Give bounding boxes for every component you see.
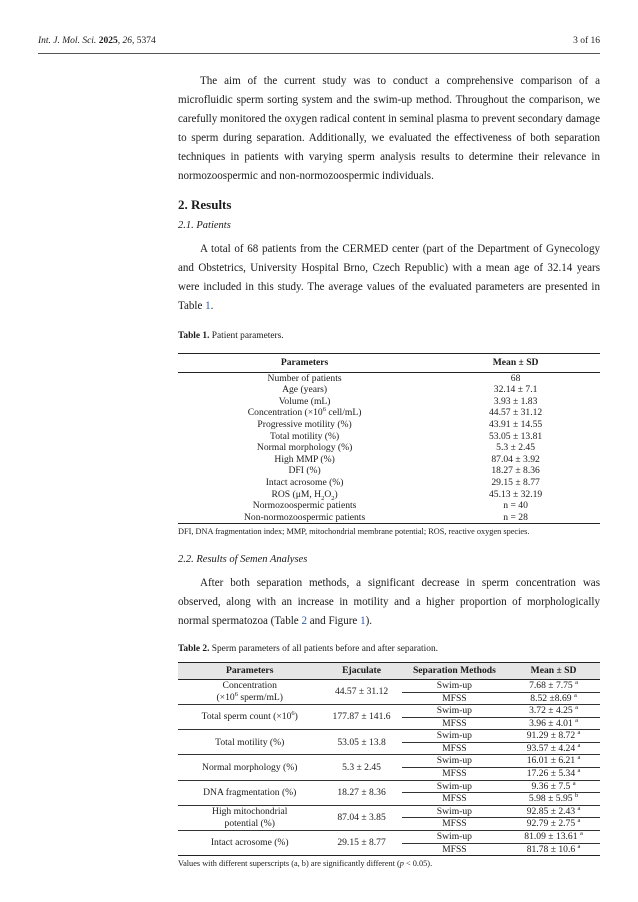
table-row: MFSS 8.52 ±8.69 $^a$: [178, 692, 600, 705]
table-row: Normozoospermic patients n = 40: [252, 500, 528, 512]
subsection-heading-patients: 2.1. Patients: [178, 220, 231, 231]
table-row: MFSS 81.78 ± 10.6 $^a$: [178, 843, 600, 856]
table-row: High mitochondrial potential (%) 87.04 ± 3.85 Swim-up 92.85 ± 2.43 $^a$: [178, 805, 600, 818]
page-number: 3 of 16: [573, 36, 600, 46]
running-header: [38, 36, 600, 52]
table-1-footnote: DFI, DNA fragmentation index; MMP, mitochondrial membrane potential; ROS, reactive oxygen species.: [178, 527, 530, 537]
table-row: MFSS 92.79 ± 2.75 $^a$: [178, 818, 600, 831]
table-1-caption: Table 1. Patient parameters.: [178, 331, 284, 341]
intro-paragraph: The aim of the current study was to conduct a comprehensive comparison of a microfluidic sperm sorting system and the swim-up method. Throughout the comparison, we carefully monitored the oxygen radical content in seminal plasma to prevent secondary damage to sperm during separation. Additionally, we evaluated the effectiveness of both separation techniques in patients with varying sperm analysis results to determine their relevance in normozoospermic and non-normozoospermic individuals.: [178, 75, 600, 182]
journal-citation: Int. J. Mol. Sci. 2025, 26, 5374: [38, 36, 156, 46]
semen-analyses-paragraph: After both separation methods, a significant decrease in sperm concentration was observed, along with an increase in motility and a higher proportion of morphologically normal spermatozoa (Table 2 and Figure 1).: [178, 577, 600, 628]
figure-1-link[interactable]: 1: [360, 615, 366, 628]
header-rule: [38, 53, 600, 54]
table-row: ROS (μM, $H_2O_2$) 45.13 ± 32.19: [271, 488, 543, 502]
table-row: Age (years) 32.14 ± 7.1: [282, 384, 538, 396]
table-row: Concentration ($\times 10^6$ cell/mL) 44.57 ± 31.12: [247, 406, 543, 419]
subsection-heading-semen-analyses: 2.2. Results of Semen Analyses: [178, 554, 308, 566]
table-row: MFSS 5.98 ± 5.95 $^b$: [178, 793, 600, 806]
table-row: MFSS 93.57 ± 4.24 $^a$: [178, 742, 600, 755]
table-row: High MMP (%) 87.04 ± 3.92: [274, 453, 540, 465]
table-row: Non-normozoospermic patients n = 28: [178, 512, 600, 524]
table-row: DFI (%) 18.27 ± 8.36: [288, 465, 540, 477]
table-1-header-mean-sd: Mean ± SD: [431, 354, 600, 373]
table-row: Normal morphology (%) 5.3 ± 2.45: [256, 442, 536, 454]
table-row: Intact acrosome (%) 29.15 ± 8.77: [265, 476, 540, 488]
table-row: Concentration ($\times 10^6$ sperm/mL) 44.57 ± 31.12 Swim-up 7.68 ± 7.75 $^a$: [178, 679, 600, 692]
table-row: Volume (mL) 3.93 ± 1.83: [278, 395, 538, 407]
table-2-caption: Table 2. Sperm parameters of all patients before and after separation.: [178, 644, 438, 655]
page-content: [178, 70, 600, 870]
table-row: Progressive motility (%) 43.91 ± 14.55: [257, 418, 543, 430]
table-2: [178, 662, 600, 856]
table-2-header-separation-methods: Separation Methods: [402, 663, 508, 680]
table-row: Total sperm count $(\times 10^6)$ 177.87 ± 141.6 Swim-up 3.72 ± 4.25 $^a$: [178, 705, 600, 718]
table-1-link[interactable]: 1: [205, 300, 211, 312]
table-row: Number of patients 68: [267, 372, 521, 384]
table-2-footnote: Values with different superscripts (a, b) are significantly different (p < 0.05).: [178, 859, 433, 869]
table-2-header-parameters: Parameters: [178, 663, 321, 680]
table-1: [178, 353, 600, 524]
table-row: DNA fragmentation (%) 18.27 ± 8.36 Swim-up 9.36 ± 7.5 $^a$: [178, 780, 600, 793]
table-1-header-parameters: Parameters: [178, 354, 431, 373]
table-row: Total motility (%) 53.05 ± 13.8 Swim-up 91.29 ± 8.72 $^a$: [178, 730, 600, 743]
table-row: MFSS 17.26 ± 5.34 $^a$: [178, 768, 600, 781]
patients-paragraph: A total of 68 patients from the CERMED center (part of the Department of Gynecology and Obstetrics, University Hospital Brno, Czech Republic) with a mean age of 32.14 years were included in this study. The average values of the evaluated parameters are presented in Table 1.: [178, 243, 600, 312]
table-row: Normal morphology (%) 5.3 ± 2.45 Swim-up 16.01 ± 6.21 $^a$: [178, 755, 600, 768]
table-2-header-mean-sd: Mean ± SD: [507, 663, 600, 680]
table-row: Total motility (%) 53.05 ± 13.81: [270, 430, 543, 442]
table-row: Intact acrosome (%) 29.15 ± 8.77 Swim-up 81.09 ± 13.61 $^a$: [178, 831, 600, 844]
table-row: MFSS 3.96 ± 4.01 $^a$: [178, 717, 600, 730]
table-2-link[interactable]: 2: [301, 615, 307, 628]
table-2-header-ejaculate: Ejaculate: [321, 663, 401, 680]
section-heading-results: 2. Results: [178, 197, 232, 212]
